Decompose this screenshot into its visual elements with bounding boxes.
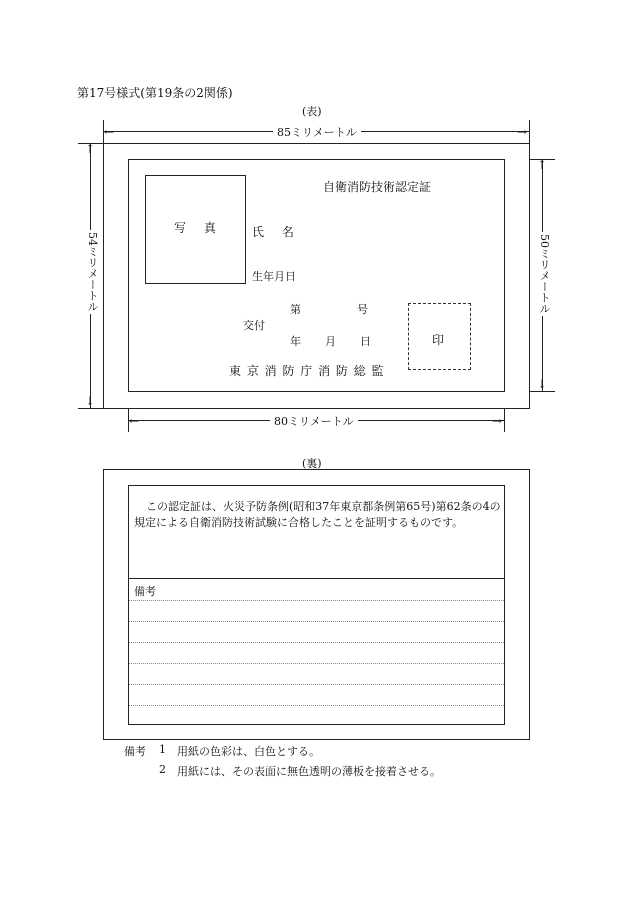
dim-bottom-label: 80ミリメートル: [270, 413, 358, 429]
dim-right-arrow-up-icon: ↑: [537, 158, 548, 172]
back-remarks-label: 備考: [134, 585, 156, 598]
dob-label: 生年月日: [252, 270, 296, 283]
date-month: 月: [325, 335, 336, 348]
remarks-line: [129, 705, 504, 706]
dim-bottom-arrow-left-icon: ←: [129, 414, 140, 428]
number-label: 第: [290, 303, 301, 316]
notes-label: 備考: [124, 745, 146, 758]
remarks-line: [129, 642, 504, 643]
date-year: 年: [290, 335, 301, 348]
dim-top-arrow-right-icon: →: [517, 125, 528, 139]
dim-top-arrow-left-icon: ←: [104, 125, 115, 139]
dim-left-bottom-tick: [78, 408, 104, 409]
dim-right-bottom-tick: [529, 391, 555, 392]
seal-label: 印: [432, 333, 445, 347]
back-statement: この認定証は、火災予防条例(昭和37年東京都条例第65号)第62条の4の規定による自衛消防技術試験に合格したことを証明するものです。: [134, 500, 501, 529]
dim-right-label: 50ミリメートル: [538, 234, 551, 314]
dim-bottom-arrow-right-icon: →: [492, 414, 503, 428]
dim-bottom-right-tick: [504, 408, 505, 432]
dim-top-right-tick: [529, 120, 530, 144]
dim-left-label: 54ミリメートル: [86, 232, 99, 312]
front-heading: (表): [302, 105, 322, 118]
remarks-line: [129, 600, 504, 601]
back-heading: (裏): [302, 457, 322, 470]
dim-right-arrow-down-icon: ↓: [537, 377, 548, 391]
note-number: 1: [159, 743, 166, 756]
number-suffix: 号: [357, 303, 368, 316]
card-title: 自衛消防技術認定証: [323, 180, 432, 194]
photo-label: 写 真: [174, 221, 216, 235]
note-number: 2: [159, 763, 166, 776]
issuer: 東 京 消 防 庁 消 防 総 監: [229, 364, 385, 378]
issue-label: 交付: [243, 319, 265, 332]
dim-left-arrow-down-icon: ↓: [85, 394, 96, 408]
dim-top-label: 85ミリメートル: [273, 124, 361, 140]
remarks-line: [129, 663, 504, 664]
name-label: 氏 名: [252, 225, 294, 239]
note-text: 用紙には、その表面に無色透明の薄板を接着させる。: [177, 765, 441, 778]
note-text: 用紙の色彩は、白色とする。: [177, 745, 320, 758]
form-title: 第17号様式(第19条の2関係): [77, 86, 233, 100]
remarks-line: [129, 684, 504, 685]
date-day: 日: [360, 335, 371, 348]
dim-left-arrow-up-icon: ↑: [85, 142, 96, 156]
back-divider: [128, 578, 505, 579]
remarks-line: [129, 621, 504, 622]
